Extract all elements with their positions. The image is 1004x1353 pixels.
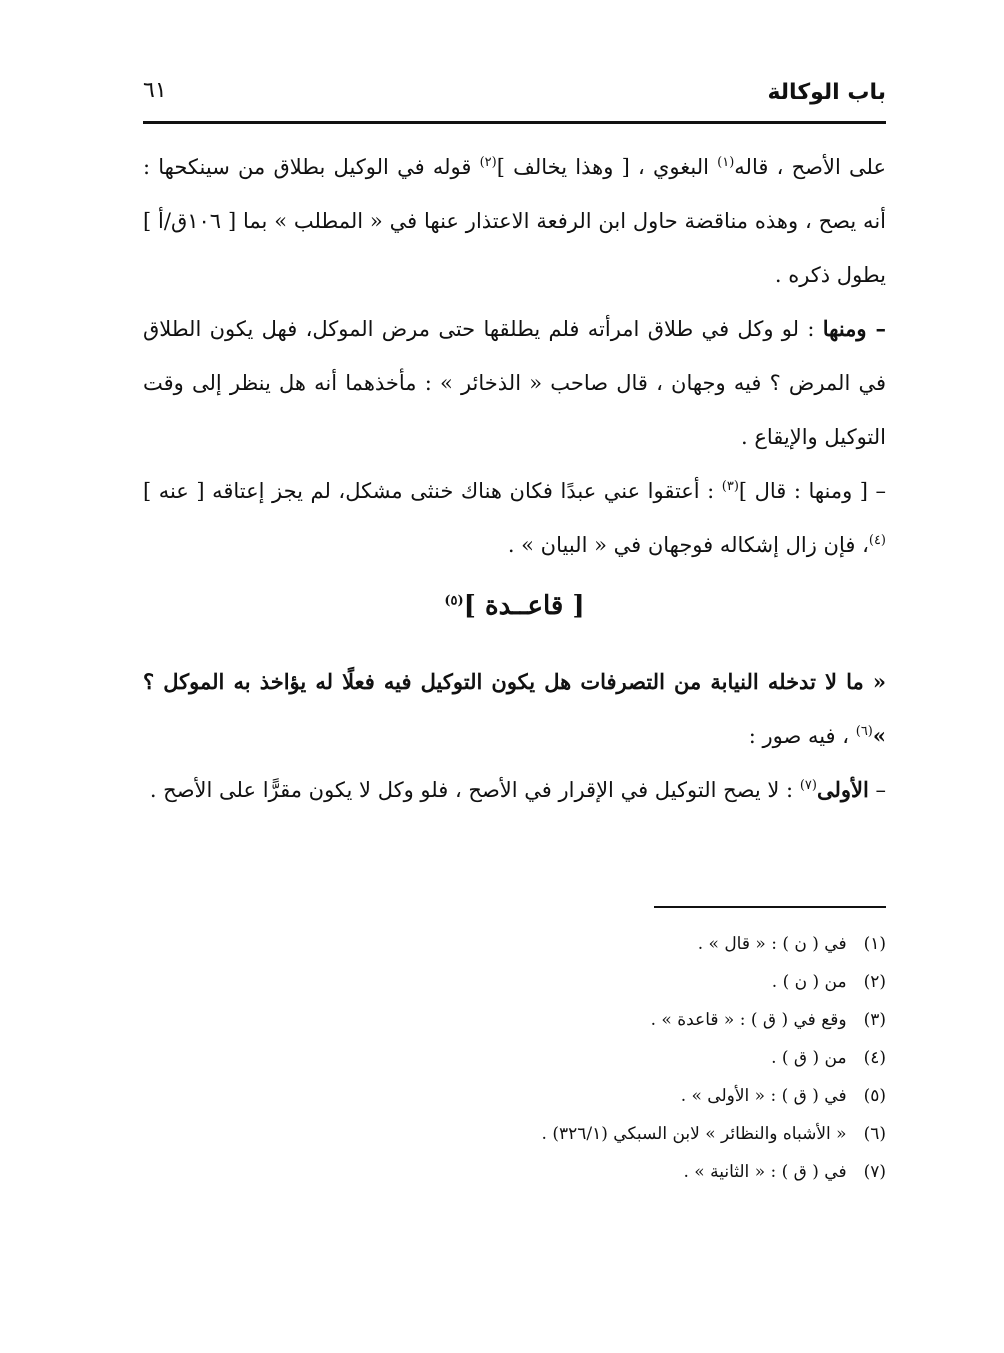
rule-text [143,655,886,817]
rule-after: ، فيه صور : [748,724,856,748]
footnote-text: في ( ق ) : « الثانية » . [683,1162,847,1182]
footnote-rule [654,906,886,908]
p2-lead: – ومنها [822,316,886,341]
footnote-text: وقع في ( ق ) : « قاعدة » . [650,1010,847,1030]
first-dash: – [868,778,886,802]
section-heading [143,580,886,640]
p3-text-2: : أعتقوا عني عبدًا فكان هناك خنثى مشكل، لم يجز إعتاقه [ عنه ] [143,479,722,503]
footnote-ref-5: (٥) [444,593,464,609]
rule-question: « ما لا تدخله النيابة من التصرفات هل يكون التوكيل فيه فعلًا له يؤاخذ به الموكل ؟ » [143,669,886,748]
footnote [143,1039,886,1077]
paragraph-2 [143,302,886,464]
heading-text: [ قاعــدة ] [463,591,585,621]
paragraph-1 [143,140,886,302]
footnote-ref-7: (٧) [799,778,817,793]
footnote-number: (٧) [863,1162,886,1182]
footnote-ref-4: (٤) [868,533,886,548]
footnote-number: (١) [863,934,886,954]
footnote-number: (٦) [863,1124,886,1144]
first-text: : لا يصح التوكيل في الإقرار في الأصح ، فلو وكل لا يكون مقرًّا على الأصح . [149,778,800,802]
footnote-ref-1: (١) [717,155,735,170]
footnote [143,1115,886,1153]
footnote-number: (٥) [863,1086,886,1106]
p3-text-1: – [ ومنها : قال ] [738,479,886,503]
chapter-title: باب الوكالة [767,80,886,105]
footnote [143,1001,886,1039]
running-head [143,70,886,120]
footnote-number: (٣) [863,1010,886,1030]
body-text [143,140,886,572]
rule-statement [143,655,886,763]
footnote-text: في ( ن ) : « قال » . [697,934,847,954]
footnote-text: في ( ق ) : « الأولى » . [680,1086,847,1106]
footnote-text: من ( ن ) . [771,972,847,992]
footnote [143,925,886,963]
paragraph-3 [143,464,886,572]
footnotes [143,925,886,1191]
footnote-number: (٢) [863,972,886,992]
p3-text-3: ، فإن زال إشكاله فوجهان في « البيان » . [507,533,869,557]
footnote-text: من ( ق ) . [771,1048,847,1068]
page-number: ٦١ [143,78,167,103]
p1-text-1: على الأصح ، قاله [734,155,886,179]
footnote [143,1077,886,1115]
footnote-ref-2: (٢) [479,155,497,170]
first-case [143,763,886,817]
footnote [143,1153,886,1191]
p1-text-3: قوله في الوكيل بطلاق من سينكحها : أنه يصح ، وهذه مناقضة حاول ابن الرفعة الاعتذار عنها في « المطلب » بما [ ١٠٦ق/أ ] يطول ذكره . [143,155,886,287]
p1-text-2: البغوي ، [ وهذا يخالف ] [496,155,718,179]
header-rule [143,121,886,124]
first-label: الأولى [816,777,869,802]
footnote-number: (٤) [863,1048,886,1068]
p2-text: : لو وكل في طلاق امرأته فلم يطلقها حتى مرض الموكل، فهل يكون الطلاق في المرض ؟ فيه وجهان ، قال صاحب « الذخائر » : مأخذهما أنه هل ينظر إلى وقت التوكيل والإيقاع . [143,317,886,449]
footnote-ref-6: (٦) [855,724,873,739]
footnote-ref-3: (٣) [721,479,739,494]
footnote-text: « الأشباه والنظائر » لابن السبكي (٣٢٦/١) . [541,1124,847,1144]
footnote [143,963,886,1001]
